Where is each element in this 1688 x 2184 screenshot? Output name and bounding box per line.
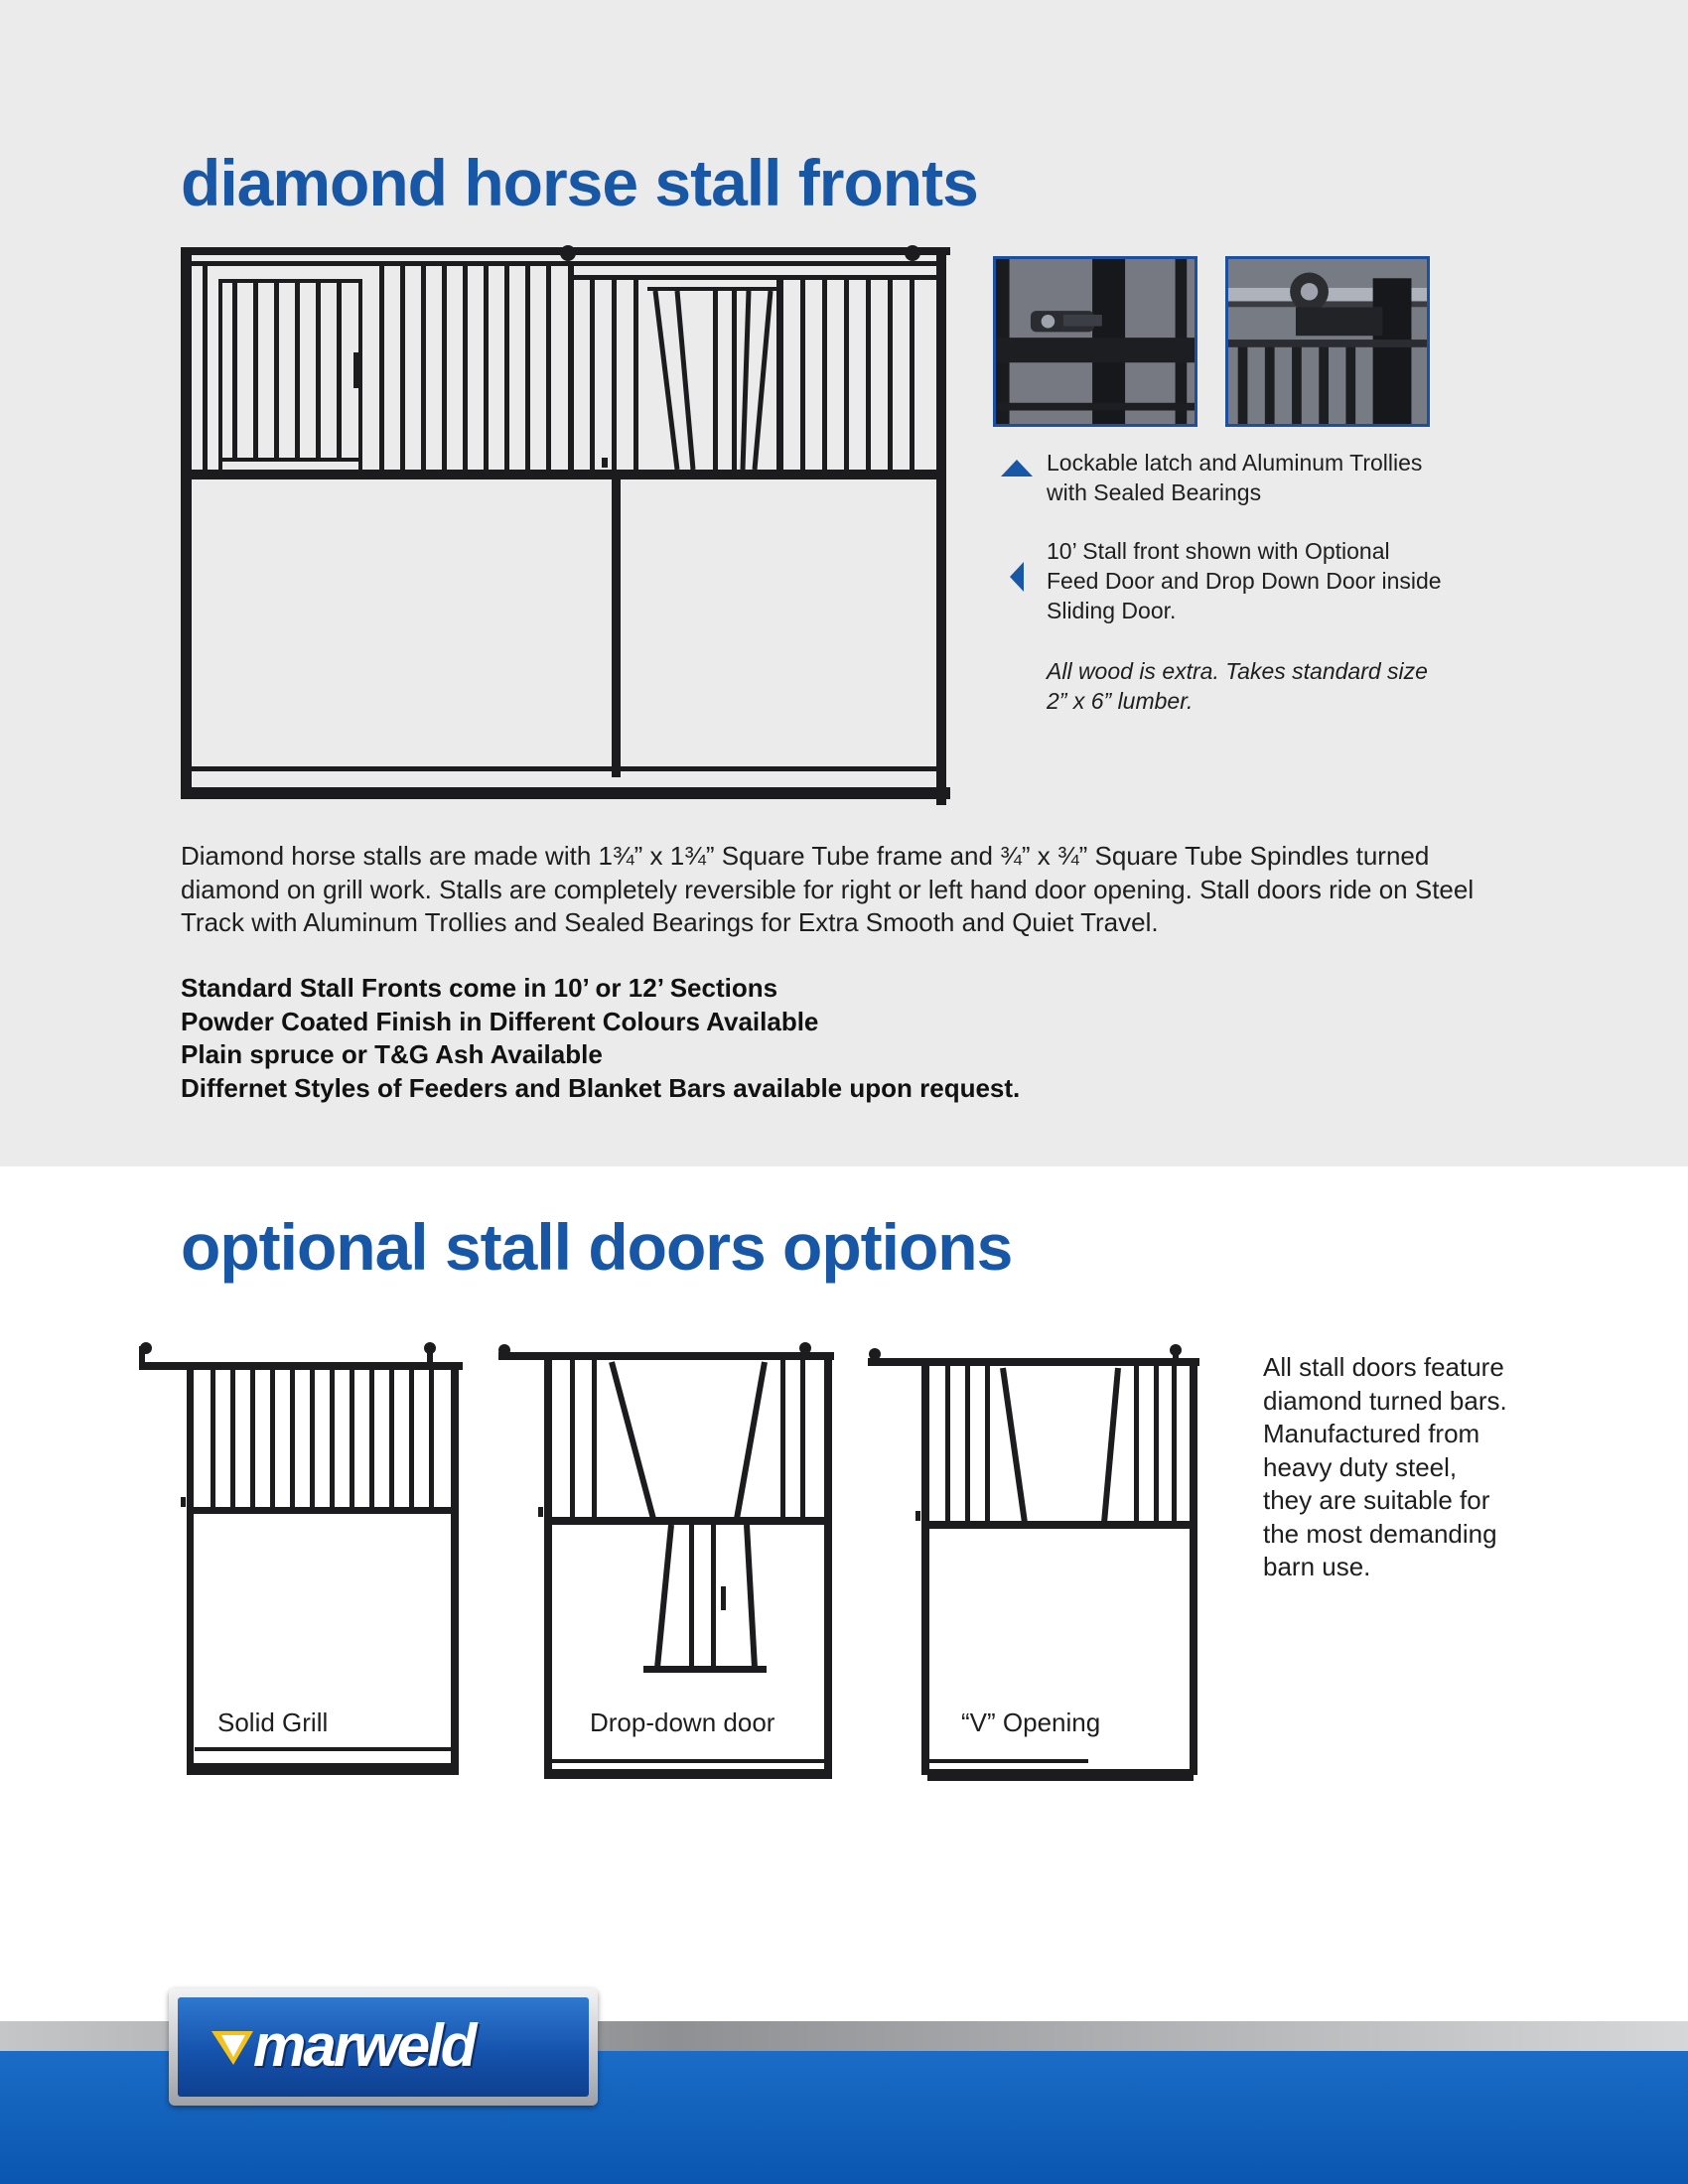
- feature-item: Standard Stall Fronts come in 10’ or 12’ Sections: [181, 973, 778, 1003]
- feature-item: Differnet Styles of Feeders and Blanket Bars available upon request.: [181, 1072, 1021, 1103]
- arrow-left-icon: [1010, 562, 1024, 592]
- stall-doors-description: All stall doors feature diamond turned bars. Manufactured from heavy duty steel, they are suitable for the most demanding barn use.: [1263, 1352, 1507, 1581]
- trolley-closeup-photo: [1225, 256, 1430, 427]
- feature-item: Plain spruce or T&G Ash Available: [181, 1039, 603, 1069]
- door-label-solid-grill: Solid Grill: [217, 1707, 329, 1737]
- stall-front-caption: 10’ Stall front shown with Optional Feed Door and Drop Down Door inside Sliding Door.: [1047, 538, 1442, 623]
- arrow-up-icon: [1001, 460, 1033, 477]
- feature-item: Powder Coated Finish in Different Colours Available: [181, 1006, 819, 1036]
- logo-v-mark-icon: [211, 2031, 253, 2065]
- latch-caption: Lockable latch and Aluminum Trollies with Sealed Bearings: [1047, 450, 1423, 505]
- stall-description: Diamond horse stalls are made with 1¾” x 1¾” Square Tube frame and ¾” x ¾” Square Tube Spindles turned diamond on grill work. Stalls are completely reversible for right or left hand door opening. Stall doors ride on Steel Track with Aluminum Trollies and Sealed Bearings for Extra Smooth and Quiet Travel.: [181, 841, 1475, 937]
- feature-list: [181, 972, 1020, 1105]
- logo-panel: [178, 1997, 589, 2097]
- stall-front-image: [181, 243, 950, 805]
- marweld-logo: [169, 1988, 598, 2106]
- section-title-door-options: optional stall doors options: [181, 1210, 1013, 1284]
- logo-wordmark: marweld: [253, 2012, 475, 2079]
- wood-note: All wood is extra. Takes standard size 2” x 6” lumber.: [1047, 658, 1428, 714]
- door-label-v-opening: “V” Opening: [961, 1707, 1101, 1737]
- section-title-stall-fronts: diamond horse stall fronts: [181, 146, 978, 219]
- door-label-drop-down: Drop-down door: [590, 1707, 775, 1737]
- latch-closeup-photo: [993, 256, 1197, 427]
